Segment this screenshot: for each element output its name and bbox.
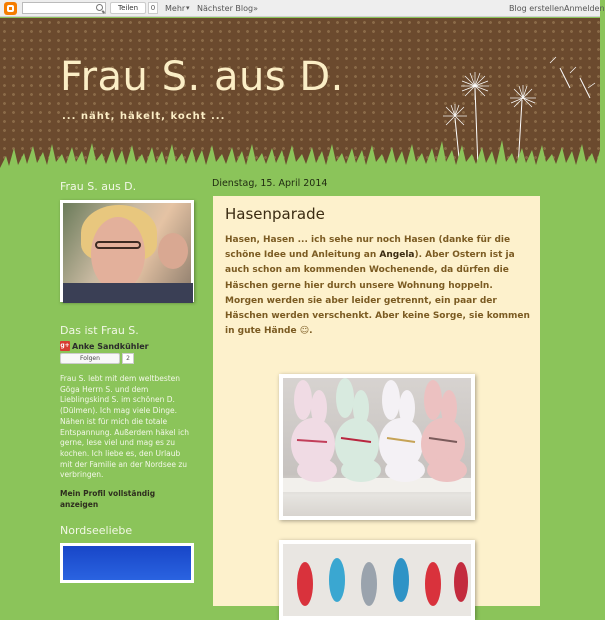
blog-description: ... näht, häkelt, kocht ... (62, 111, 226, 122)
chevron-down-icon[interactable]: ▾ (186, 4, 190, 12)
search-input[interactable] (22, 2, 106, 14)
blog-title[interactable]: Frau S. aus D. (60, 54, 344, 100)
google-plus-icon[interactable]: g+ (60, 342, 70, 349)
follow-button[interactable]: Folgen (60, 353, 120, 364)
seaside-image[interactable] (60, 543, 194, 583)
post-title[interactable]: Hasenparade (225, 205, 325, 223)
seaside-widget-title: Nordseeliebe (60, 524, 133, 538)
post-body-text-cont: ). Aber Ostern ist ja auch schon am kommenden Wochenende, da dürfen die Häschen gerne hier durch unsere Wohnung hoppeln. Morgen werden sie aber leider getrennt, ein paar der Häschen werden verschenkt. Aber keine Sorge, sie kommen in gute Hände ☺. (225, 250, 530, 337)
about-text: Frau S. lebt mit dem weltbesten Göga Herrn S. und dem Lieblingskind S. im schönen D. (Dülmen). Ich mag viele Dinge. Nähen ist für mich die totale Entspannung. Außerdem häkel ich gerne, lese viel und mag es zu kochen. Ich liebe es, den Urlaub mit der Familie an der Nordsee zu verbringen. (60, 374, 189, 480)
post-body-text: Hasen, Hasen ... ich sehe nur noch Hasen (danke für die schöne Idee und Anleitung an (225, 235, 511, 261)
follow-row (60, 353, 195, 364)
share-button[interactable]: Teilen (110, 2, 146, 14)
about-title: Das ist Frau S. (60, 324, 139, 337)
gplus-profile-row (60, 341, 195, 351)
post-date: Dienstag, 15. April 2014 (212, 178, 328, 189)
angela-link[interactable]: Angela (379, 250, 415, 261)
search-icon[interactable] (96, 4, 103, 11)
blog-header (0, 18, 600, 168)
bunny-photo-illustration (283, 378, 471, 516)
bunny-photo-2[interactable] (279, 540, 475, 620)
full-profile-link[interactable]: Mein Profil vollständig anzeigen (60, 489, 156, 509)
blogger-logo-icon[interactable] (4, 2, 17, 15)
create-blog-link[interactable]: Blog erstellen (509, 4, 565, 13)
profile-widget-title: Frau S. aus D. (60, 180, 137, 193)
post-body (225, 233, 530, 339)
more-menu-link[interactable]: Mehr (165, 4, 186, 13)
next-blog-link[interactable]: Nächster Blog» (197, 4, 258, 13)
bunny-photo-1[interactable] (279, 374, 475, 520)
follower-count: 2 (122, 353, 134, 364)
gplus-profile-name[interactable]: Anke Sandkühler (72, 341, 149, 351)
blogger-navbar (0, 0, 605, 17)
bunny-photo-2-illustration (283, 544, 471, 616)
sidebar (60, 180, 195, 583)
profile-image[interactable] (60, 200, 194, 302)
blog-post (213, 196, 540, 606)
sign-in-link[interactable]: Anmelden (564, 4, 605, 13)
share-count: 0 (148, 2, 158, 14)
